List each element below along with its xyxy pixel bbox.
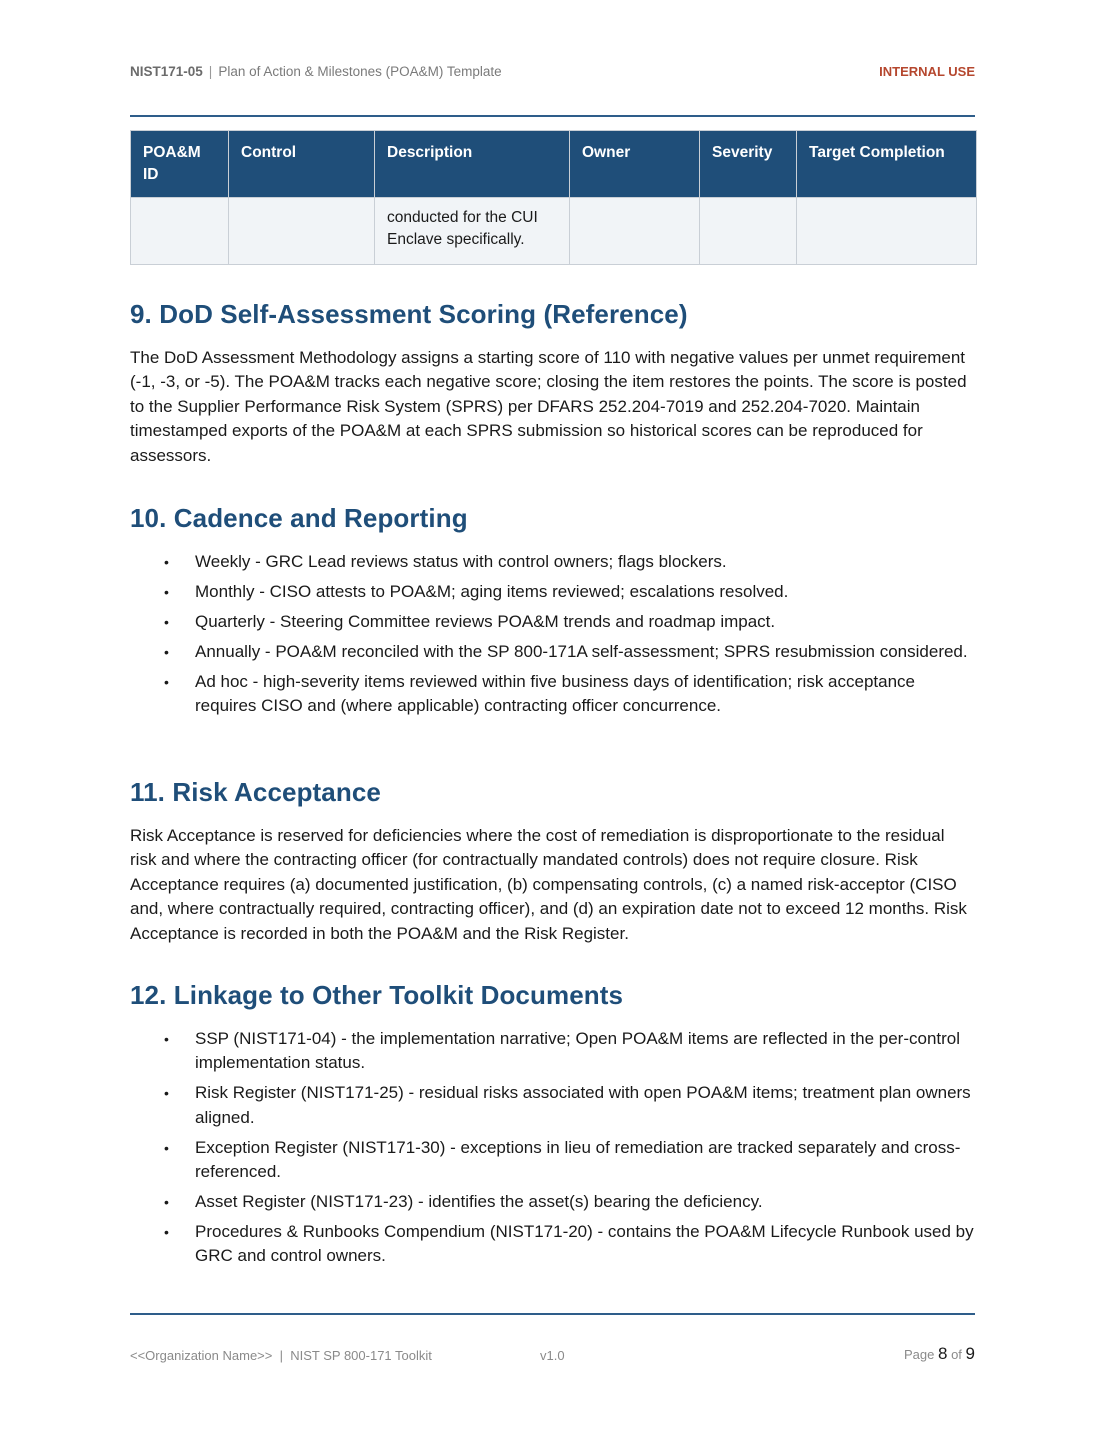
list-item-text: Annually - POA&M reconciled with the SP 800-171A self-assessment; SPRS resubmission considered. <box>195 641 968 661</box>
list-item-text: Ad hoc - high-severity items reviewed within five business days of identification; risk acceptance requires CISO and (where applicable) contracting officer concurrence. <box>195 671 916 716</box>
list-item-text: Risk Register (NIST171-25) - residual risks associated with open POA&M items; treatment plan owners aligned. <box>195 1083 971 1127</box>
classification-label: INTERNAL USE <box>879 64 975 79</box>
bullet-icon: • <box>164 1223 169 1240</box>
bullet-icon: • <box>164 673 169 690</box>
bullet-icon: • <box>164 1193 169 1210</box>
bullet-icon: • <box>164 643 169 660</box>
page-footer <box>130 1344 975 1369</box>
list-item <box>130 1220 975 1269</box>
bullet-icon: • <box>164 583 169 600</box>
of-word: of <box>951 1347 962 1362</box>
column-header-owner: Owner <box>570 131 700 198</box>
page-current: 8 <box>937 1344 948 1363</box>
table-cell: conducted for the CUI Enclave specifically. <box>375 198 570 265</box>
table-cell <box>700 198 797 265</box>
footer-divider <box>130 1313 975 1315</box>
page-total: 9 <box>965 1344 975 1363</box>
poam-table <box>130 130 977 265</box>
list-item-text: Monthly - CISO attests to POA&M; aging items reviewed; escalations resolved. <box>195 581 789 601</box>
list-item <box>130 1081 975 1130</box>
column-header-poam-id: POA&M ID <box>131 131 229 198</box>
header-doc-id: NIST171-05 <box>130 64 203 79</box>
footer-left <box>130 1348 432 1363</box>
list-item <box>130 1136 975 1185</box>
page-number <box>904 1344 975 1364</box>
table-cell <box>229 198 375 265</box>
list-item-text: SSP (NIST171-04) - the implementation narrative; Open POA&M items are reflected in the per-control implementation status. <box>195 1029 961 1073</box>
section-body-11: Risk Acceptance is reserved for deficiencies where the cost of remediation is disproportionate to the residual risk and where the contracting officer (for contractually mandated controls) does not require closure. Risk Acceptance requires (a) documented justification, (b) compensating controls, (c) a named risk-acceptor (CISO and, where contractually required, contracting officer), and (d) an expiration date not to exceed 12 months. Risk Acceptance is recorded in both the POA&M and the Risk Register. <box>130 826 967 943</box>
footer-version: v1.0 <box>540 1348 565 1363</box>
table-header-row <box>131 131 977 198</box>
list-item <box>130 1027 975 1076</box>
footer-separator: | <box>279 1348 283 1363</box>
bullet-icon: • <box>164 1031 169 1047</box>
page-header <box>130 64 975 84</box>
table-cell <box>797 198 977 265</box>
list-item-text: Procedures & Runbooks Compendium (NIST171-20) - contains the POA&M Lifecycle Runbook used by GRC and control owners. <box>195 1221 974 1266</box>
header-separator: | <box>208 64 213 79</box>
column-header-target-completion: Target Completion <box>797 131 977 198</box>
list-item <box>130 1190 975 1214</box>
list-item <box>130 610 975 634</box>
bullet-icon: • <box>164 554 169 570</box>
table-row <box>131 198 977 265</box>
list-item-text: Quarterly - Steering Committee reviews POA&M trends and roadmap impact. <box>195 611 776 631</box>
section-heading-10: 10. Cadence and Reporting <box>130 503 468 533</box>
section-body-9: The DoD Assessment Methodology assigns a starting score of 110 with negative values per unmet requirement (-1, -3, or -5). The POA&M tracks each negative score; closing the item restores the points. The score is posted to the Supplier Performance Risk System (SPRS) per DFARS 252.204-7019 and 252.204-7020. Maintain timestamped exports of the POA&M at each SPRS submission so historical scores can be reproduced for assessors. <box>130 348 967 465</box>
list-item-text: Weekly - GRC Lead reviews status with control owners; flags blockers. <box>195 552 727 571</box>
table-cell <box>570 198 700 265</box>
list-item <box>130 580 975 604</box>
header-divider <box>130 115 975 117</box>
section-heading-11: 11. Risk Acceptance <box>130 777 381 807</box>
column-header-severity: Severity <box>700 131 797 198</box>
section-heading-12: 12. Linkage to Other Toolkit Documents <box>130 980 624 1010</box>
linkage-list <box>130 1027 975 1274</box>
page-word: Page <box>903 1347 935 1362</box>
list-item <box>130 640 975 664</box>
bullet-icon: • <box>164 613 169 630</box>
list-item-text: Exception Register (NIST171-30) - exceptions in lieu of remediation are tracked separately and cross-referenced. <box>195 1137 961 1182</box>
bullet-icon: • <box>164 1085 169 1102</box>
section-heading-9: 9. DoD Self-Assessment Scoring (Reference) <box>130 299 688 329</box>
table-cell <box>131 198 229 265</box>
cadence-list <box>130 550 975 724</box>
column-header-description: Description <box>375 131 570 198</box>
list-item <box>130 670 975 719</box>
list-item <box>130 550 975 574</box>
column-header-control: Control <box>229 131 375 198</box>
header-doc-title: Plan of Action & Milestones (POA&M) Template <box>218 64 502 79</box>
list-item-text: Asset Register (NIST171-23) - identifies the asset(s) bearing the deficiency. <box>195 1191 763 1211</box>
footer-org-name: <<Organization Name>> <box>130 1348 273 1363</box>
bullet-icon: • <box>164 1139 169 1156</box>
footer-toolkit-name: NIST SP 800-171 Toolkit <box>290 1348 432 1363</box>
